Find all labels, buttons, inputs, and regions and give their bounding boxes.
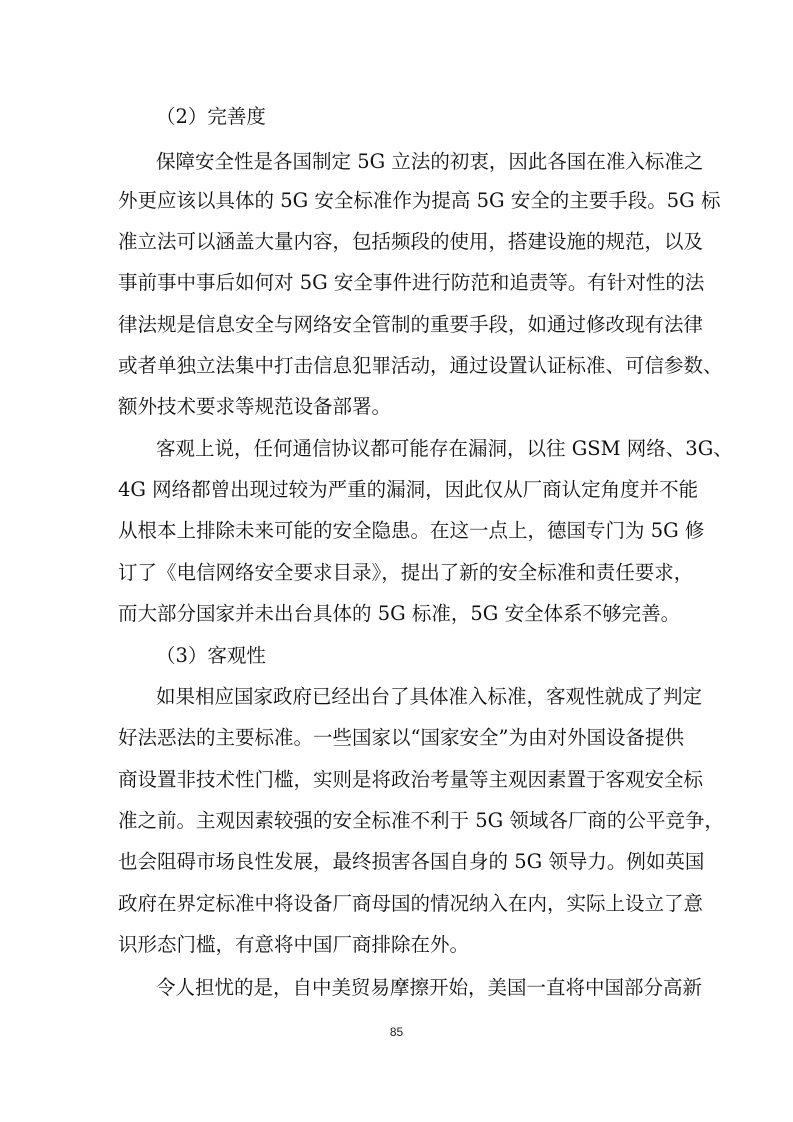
paragraph-3-line-5: 也会阻碍市场良性发展，最终损害各国自身的 5G 领导力。例如英国 bbox=[118, 850, 705, 873]
paragraph-3-line-3: 商设置非技术性门槛，实则是将政治考量等主观因素置于客观安全标 bbox=[118, 768, 704, 791]
paragraph-1-line-2: 外更应该以具体的 5G 安全标准作为提高 5G 安全的主要手段。5G 标 bbox=[118, 189, 721, 212]
page-number: 85 bbox=[389, 1025, 404, 1039]
paragraph-2-line-4: 订了《电信网络安全要求目录》，提出了新的安全标准和责任要求， bbox=[118, 561, 694, 584]
paragraph-3-line-2: 好法恶法的主要标准。一些国家以“国家安全”为由对外国设备提供 bbox=[118, 726, 684, 749]
paragraph-3-line-6: 政府在界定标准中将设备厂商母国的情况纳入在内，实际上设立了意 bbox=[118, 892, 704, 915]
paragraph-1-line-5: 律法规是信息安全与网络安全管制的重要手段，如通过修改现有法律 bbox=[118, 313, 704, 336]
section-heading-completeness: （2）完善度 bbox=[156, 105, 266, 128]
paragraph-1-line-3: 准立法可以涵盖大量内容，包括频段的使用，搭建设施的规范，以及 bbox=[118, 230, 704, 253]
paragraph-1-line-1: 保障安全性是各国制定 5G 立法的初衷，因此各国在准入标准之 bbox=[156, 150, 704, 173]
paragraph-2-line-1: 客观上说，任何通信协议都可能存在漏洞，以往 GSM 网络、3G、 bbox=[156, 437, 733, 460]
paragraph-2-line-5: 而大部分国家并未出台具体的 5G 标准，5G 安全体系不够完善。 bbox=[118, 602, 681, 625]
paragraph-4-line-1: 令人担忧的是，自中美贸易摩擦开始，美国一直将中国部分高新 bbox=[156, 976, 703, 999]
paragraph-1-line-7: 额外技术要求等规范设备部署。 bbox=[118, 395, 392, 418]
paragraph-2-line-3: 从根本上排除未来可能的安全隐患。在这一点上，德国专门为 5G 修 bbox=[118, 519, 705, 542]
paragraph-3-line-4: 准之前。主观因素较强的安全标准不利于 5G 领域各厂商的公平竞争， bbox=[118, 809, 724, 832]
paragraph-1-line-6: 或者单独立法集中打击信息犯罪活动，通过设置认证标准、可信参数、 bbox=[118, 354, 723, 377]
section-heading-objectivity: （3）客观性 bbox=[156, 644, 266, 667]
paragraph-1-line-4: 事前事中事后如何对 5G 安全事件进行防范和追责等。有针对性的法 bbox=[118, 271, 705, 294]
paragraph-3-line-7: 识形态门槛，有意将中国厂商排除在外。 bbox=[118, 933, 470, 956]
paragraph-3-line-1: 如果相应国家政府已经出台了具体准入标准，客观性就成了判定 bbox=[156, 685, 703, 708]
paragraph-2-line-2: 4G 网络都曾出现过较为严重的漏洞，因此仅从厂商认定角度并不能 bbox=[118, 478, 699, 501]
